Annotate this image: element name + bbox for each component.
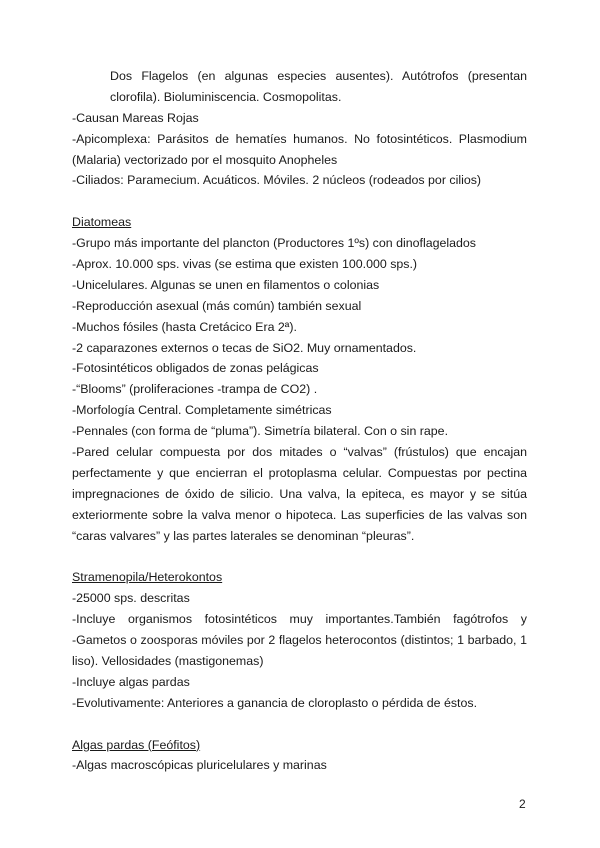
text-line: -Gametos o zoosporas móviles por 2 flagelos heterocontos (distintos; 1 barbado, 1 [72,633,527,648]
text-line: -Pared celular compuesta por dos mitades o “valvas” (frústulos) que encajan [72,445,527,460]
blank-line [72,546,527,567]
blank-line [72,191,527,212]
text-line: -Grupo más importante del plancton (Productores 1ºs) con dinoflagelados [72,236,476,251]
text-line: -Algas macroscópicas pluricelulares y marinas [72,758,327,773]
section-heading: Algas pardas (Feófitos) [72,737,201,752]
text-line: clorofila). Bioluminiscencia. Cosmopolitas. [110,89,342,104]
text-line: -Reproducción asexual (más común) también sexual [72,298,362,313]
blank-line [72,714,527,735]
text-line: -Fotosintéticos obligados de zonas pelágicas [72,361,319,376]
text-line: liso). Vellosidades (mastigonemas) [72,653,264,668]
text-line: -Causan Mareas Rojas [72,110,199,125]
section-heading: Stramenopila/Heterokontos [72,570,223,585]
section-heading: Diatomeas [72,215,132,230]
text-line: impregnaciones de óxido de silicio. Una valva, la epiteca, es mayor y se sitúa [72,486,527,501]
text-line: -Incluye organismos fotosintéticos muy importantes.También fagótrofos y [72,612,527,627]
text-line: -Ciliados: Paramecium. Acuáticos. Móviles. 2 núcleos (rodeados por cilios) [72,173,482,188]
text-line: -Pennales (con forma de “pluma”). Simetría bilateral. Con o sin rape. [72,424,449,439]
text-line: perfectamente y que encierran el protoplasma celular. Compuestas por pectina [72,465,527,480]
text-line: exteriormente sobre la valva menor o hipoteca. Las superficies de las valvas son [72,507,527,522]
page-number: 2 [519,797,526,811]
text-line: (Malaria) vectorizado por el mosquito Anopheles [72,152,338,167]
text-line: -Evolutivamente: Anteriores a ganancia de cloroplasto o pérdida de éstos. [72,695,478,710]
text-line: -2 caparazones externos o tecas de SiO2. Muy ornamentados. [72,340,417,355]
text-line: -Muchos fósiles (hasta Cretácico Era 2ª). [72,319,297,334]
text-line: -Incluye algas pardas [72,674,190,689]
document-body [72,66,527,776]
text-line: “caras valvares” y las partes laterales se denominan “pleuras”. [72,528,415,543]
text-line: -Morfología Central. Completamente simétricas [72,403,332,418]
text-line: Dos Flagelos (en algunas especies ausentes). Autótrofos (presentan [110,69,527,83]
text-line: -Apicomplexa: Parásitos de hematíes humanos. No fotosintéticos. Plasmodium [72,131,527,146]
text-line: -“Blooms” (proliferaciones -trampa de CO2) . [72,382,318,397]
text-line: -25000 sps. descritas [72,591,190,606]
text-line: -Aprox. 10.000 sps. vivas (se estima que existen 100.000 sps.) [72,257,418,272]
text-line: -Unicelulares. Algunas se unen en filamentos o colonias [72,277,380,292]
